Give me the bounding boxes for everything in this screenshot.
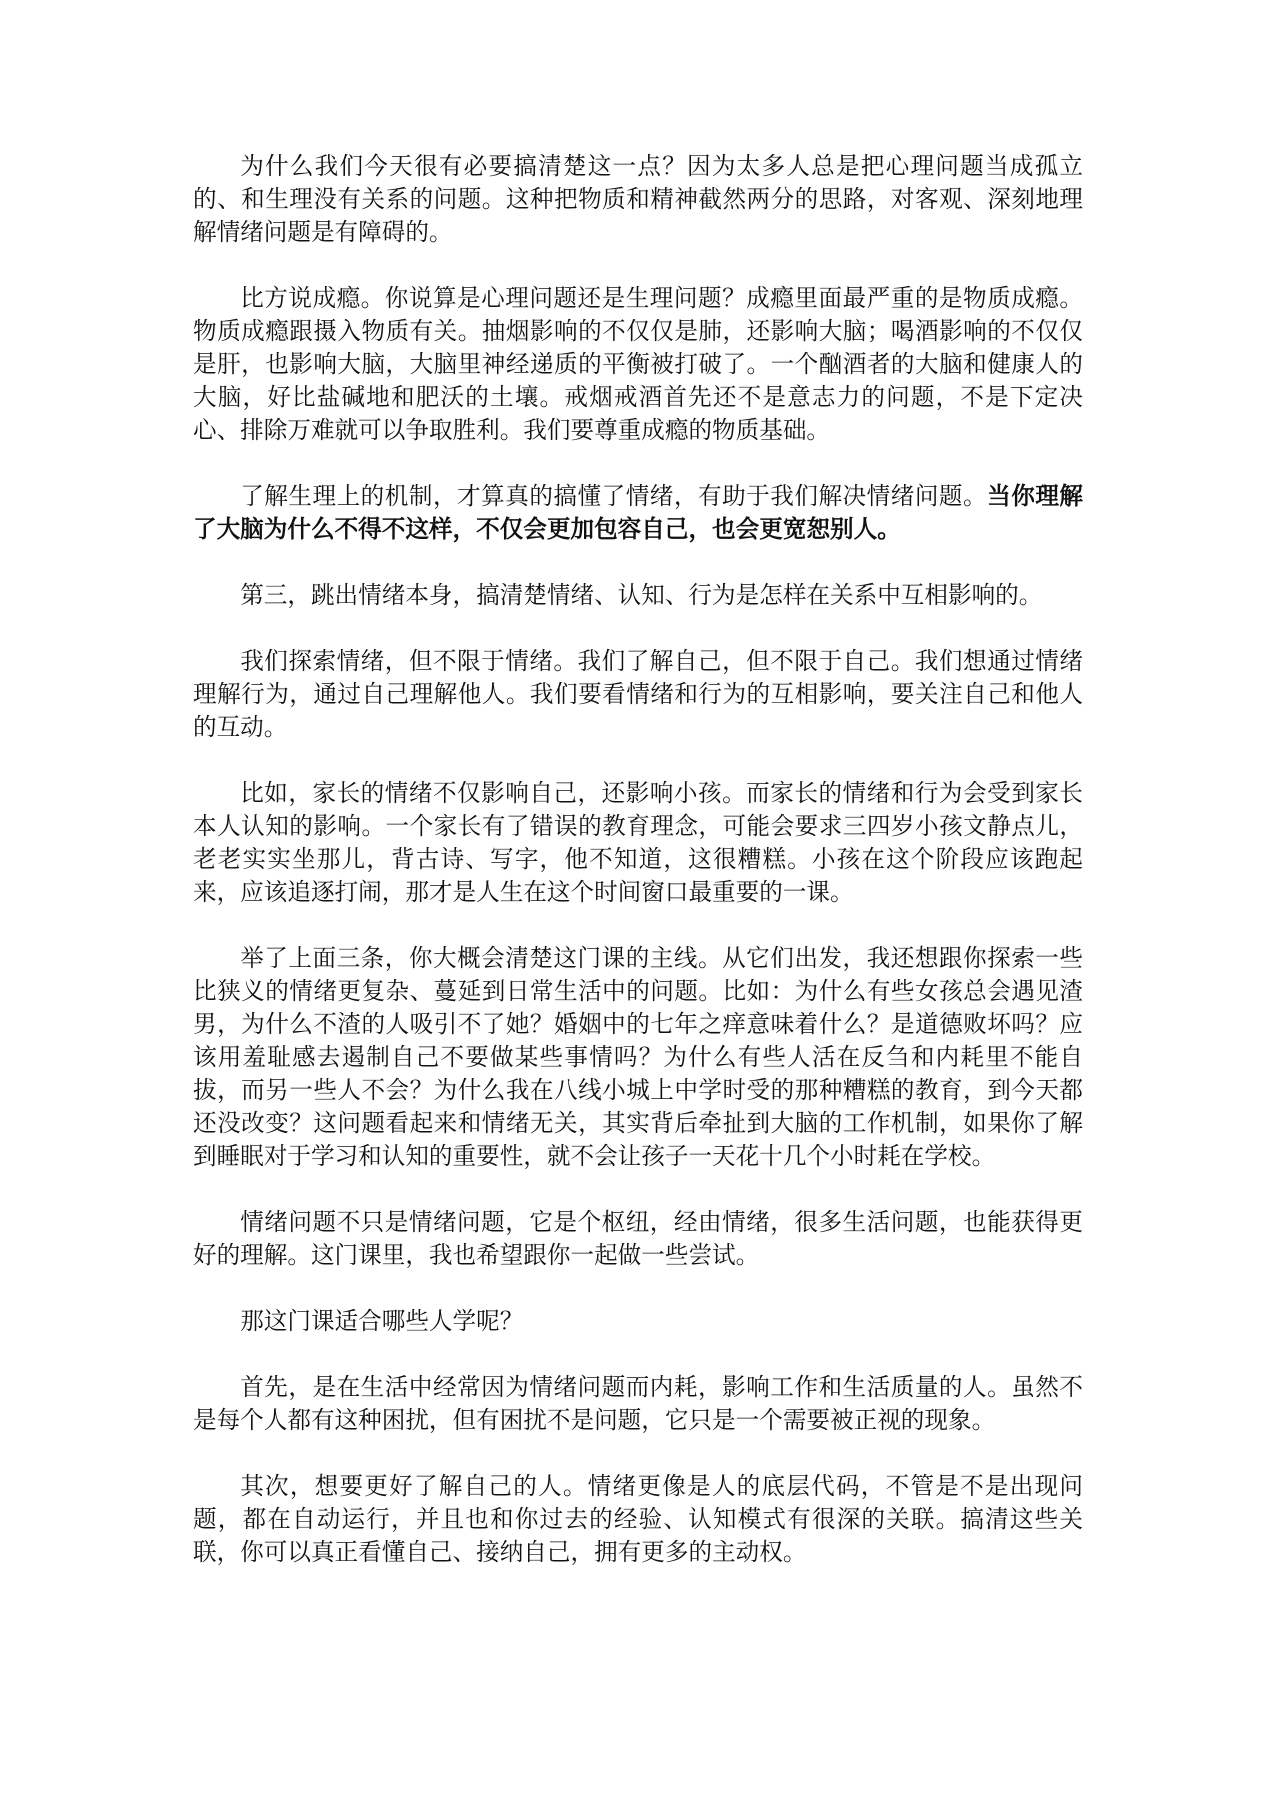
paragraph-text: 第三，跳出情绪本身，搞清楚情绪、认知、行为是怎样在关系中互相影响的。 [240,581,1043,609]
paragraph-text: 情绪问题不只是情绪问题，它是个枢纽，经由情绪，很多生活问题，也能获得更好的理解。这门课里，我也希望跟你一起做一些尝试。 [193,1208,1083,1269]
paragraph-text: 我们探索情绪，但不限于情绪。我们了解自己，但不限于自己。我们想通过情绪理解行为，通过自己理解他人。我们要看情绪和行为的互相影响，要关注自己和他人的互动。 [193,647,1083,741]
paragraph-text: 比方说成瘾。你说算是心理问题还是生理问题？成瘾里面最严重的是物质成瘾。物质成瘾跟摄入物质有关。抽烟影响的不仅仅是肺，还影响大脑；喝酒影响的不仅仅是肝，也影响大脑，大脑里神经递质的平衡被打破了。一个酗酒者的大脑和健康人的大脑，好比盐碱地和肥沃的土壤。戒烟戒酒首先还不是意志力的问题，不是下定决心、排除万难就可以争取胜利。我们要尊重成瘾的物质基础。 [193,284,1083,444]
paragraph-7 [193,942,1083,1173]
paragraph-text: 为什么我们今天很有必要搞清楚这一点？因为太多人总是把心理问题当成孤立的、和生理没有关系的问题。这种把物质和精神截然两分的思路，对客观、深刻地理解情绪问题是有障碍的。 [193,152,1083,246]
paragraph-bold-text: 当你理解了大脑为什么不得不这样，不仅会更加包容自己，也会更宽恕别人。 [193,482,1084,543]
paragraph-11 [193,1470,1083,1569]
paragraph-text: 那这门课适合哪些人学呢？ [240,1307,524,1335]
paragraph-5 [193,645,1083,744]
paragraph-4 [193,579,1083,612]
paragraph-10 [193,1371,1083,1437]
paragraph-text: 举了上面三条，你大概会清楚这门课的主线。从它们出发，我还想跟你探索一些比狭义的情绪更复杂、蔓延到日常生活中的问题。比如：为什么有些女孩总会遇见渣男，为什么不渣的人吸引不了她？婚姻中的七年之痒意味着什么？是道德败坏吗？应该用羞耻感去遏制自己不要做某些事情吗？为什么有些人活在反刍和内耗里不能自拔，而另一些人不会？为什么我在八线小城上中学时受的那种糟糕的教育，到今天都还没改变？这问题看起来和情绪无关，其实背后牵扯到大脑的工作机制，如果你了解到睡眠对于学习和认知的重要性，就不会让孩子一天花十几个小时耗在学校。 [193,944,1083,1170]
paragraph-1 [193,150,1083,249]
paragraph-9 [193,1305,1083,1338]
document-body [193,150,1083,1602]
paragraph-3 [193,480,1083,546]
paragraph-text: 首先，是在生活中经常因为情绪问题而内耗，影响工作和生活质量的人。虽然不是每个人都有这种困扰，但有困扰不是问题，它只是一个需要被正视的现象。 [193,1373,1083,1434]
paragraph-2 [193,282,1083,447]
paragraph-6 [193,777,1083,909]
paragraph-text: 其次，想要更好了解自己的人。情绪更像是人的底层代码，不管是不是出现问题，都在自动运行，并且也和你过去的经验、认知模式有很深的关联。搞清这些关联，你可以真正看懂自己、接纳自己，拥有更多的主动权。 [193,1472,1083,1566]
paragraph-text: 了解生理上的机制，才算真的搞懂了情绪，有助于我们解决情绪问题。 [240,482,988,510]
paragraph-8 [193,1206,1083,1272]
paragraph-text: 比如，家长的情绪不仅影响自己，还影响小孩。而家长的情绪和行为会受到家长本人认知的影响。一个家长有了错误的教育理念，可能会要求三四岁小孩文静点儿，老老实实坐那儿，背古诗、写字，他不知道，这很糟糕。小孩在这个阶段应该跑起来，应该追逐打闹，那才是人生在这个时间窗口最重要的一课。 [193,779,1083,906]
